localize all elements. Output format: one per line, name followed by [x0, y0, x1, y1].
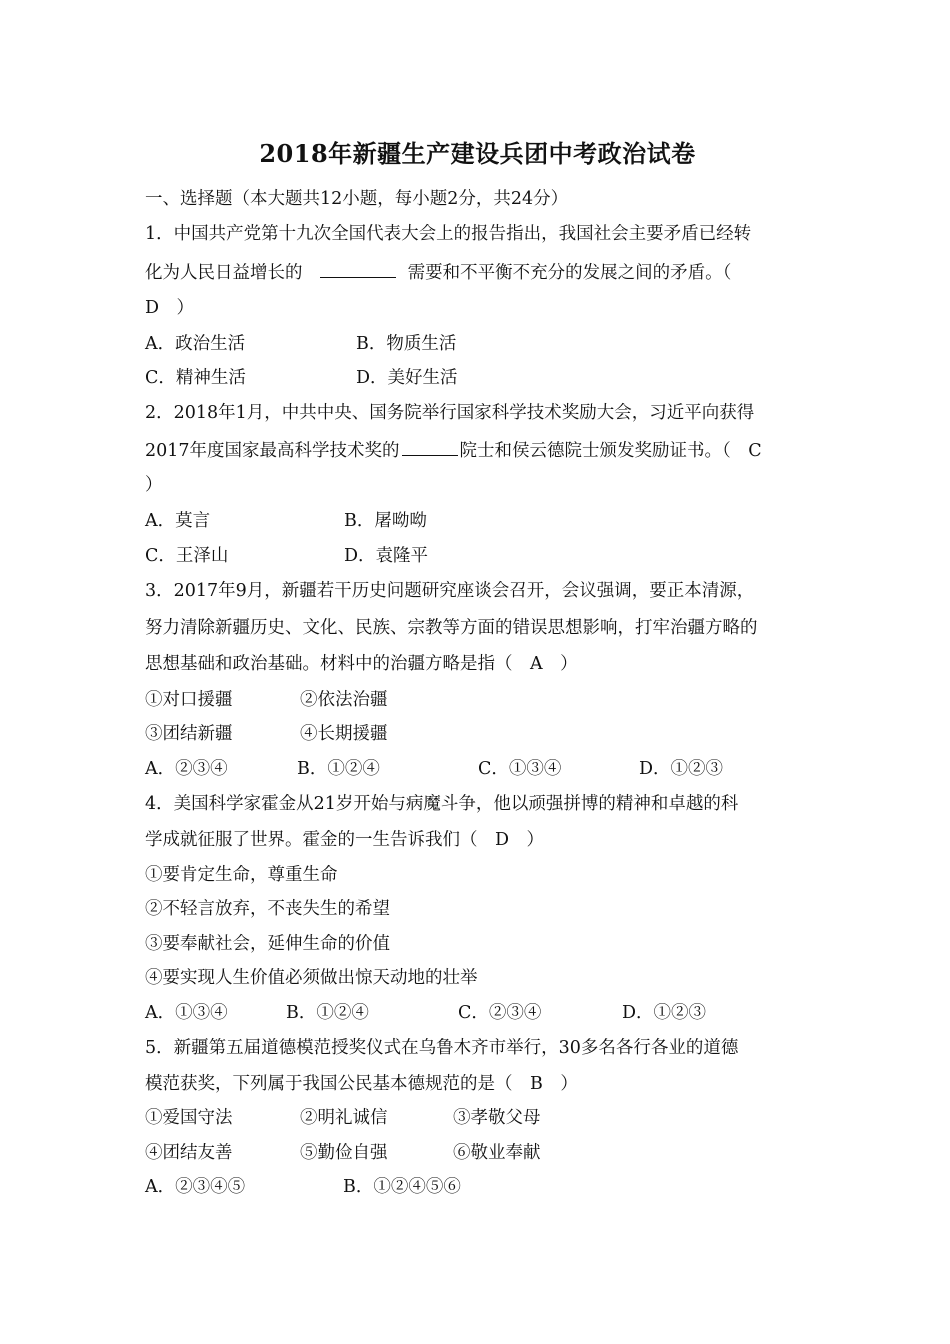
q3-item-2: ②依法治疆	[300, 690, 388, 710]
q5-item-3: ③孝敬父母	[453, 1108, 541, 1128]
q4-option-a: A．①③④	[145, 1003, 228, 1023]
q3-item-4: ④长期援疆	[300, 724, 388, 744]
q3-item-1: ①对口援疆	[145, 690, 233, 710]
q3-option-b: B．①②④	[297, 759, 380, 779]
q2-stem-part2: 院士和侯云德院士颁发奖励证书。（ C	[459, 441, 762, 461]
q4-item-3: ③要奉献社会，延伸生命的价值	[145, 934, 390, 954]
section-heading: 一、选择题（本大题共12小题，每小题2分，共24分）	[145, 189, 569, 209]
q4-stem-line1: 4．美国科学家霍金从21岁开始与病魔斗争，他以顽强拼博的精神和卓越的科	[145, 794, 739, 814]
q5-item-5: ⑤勤俭自强	[300, 1143, 388, 1163]
q3-stem-line3: 思想基础和政治基础。材料中的治疆方略是指（ A ）	[145, 654, 578, 674]
q5-item-2: ②明礼诚信	[300, 1108, 388, 1128]
q1-option-d: D．美好生活	[356, 368, 458, 388]
q5-item-1: ①爱国守法	[145, 1108, 233, 1128]
q1-stem-part2: 需要和不平衡不充分的发展之间的矛盾。（	[407, 263, 732, 283]
q2-stem-part1: 2017年度国家最高科学技术奖的	[145, 441, 400, 461]
q4-option-c: C．②③④	[458, 1003, 542, 1023]
q4-stem-line2: 学成就征服了世界。霍金的一生告诉我们（ D ）	[145, 830, 545, 850]
q1-answer: D ）	[145, 298, 195, 318]
q1-option-a: A．政治生活	[145, 334, 246, 354]
q4-item-1: ①要肯定生命，尊重生命	[145, 865, 338, 885]
q3-stem-line1: 3．2017年9月，新疆若干历史问题研究座谈会召开，会议强调，要正本清源，	[145, 581, 755, 601]
q3-option-a: A．②③④	[145, 759, 228, 779]
q3-option-c: C．①③④	[478, 759, 562, 779]
q2-option-d: D．袁隆平	[344, 546, 429, 566]
q3-option-d: D．①②③	[639, 759, 724, 779]
q5-item-6: ⑥敬业奉献	[453, 1143, 541, 1163]
q2-answer-close: ）	[145, 475, 163, 495]
page-title: 2018年新疆生产建设兵团中考政治试卷	[259, 139, 696, 168]
q5-option-a: A．②③④⑤	[145, 1177, 246, 1197]
q2-stem-line1: 2．2018年1月，中共中央、国务院举行国家科学技术奖励大会，习近平向获得	[145, 403, 755, 423]
q1-stem-line1: 1．中国共产党第十九次全国代表大会上的报告指出，我国社会主要矛盾已经转	[145, 224, 752, 244]
q1-answer-blank	[320, 261, 396, 278]
q3-stem-line2: 努力清除新疆历史、文化、民族、宗教等方面的错误思想影响，打牢治疆方略的	[145, 618, 758, 638]
q2-option-b: B．屠呦呦	[344, 511, 427, 531]
q5-item-4: ④团结友善	[145, 1143, 233, 1163]
q2-stem-line2	[145, 439, 762, 462]
q2-option-a: A．莫言	[145, 511, 211, 531]
q2-answer-blank	[402, 439, 458, 456]
q4-item-2: ②不轻言放弃，不丧失生的希望	[145, 899, 390, 919]
q1-option-c: C．精神生活	[145, 368, 246, 388]
q4-option-b: B．①②④	[286, 1003, 369, 1023]
q4-item-4: ④要实现人生价值必须做出惊天动地的壮举	[145, 968, 478, 988]
q3-item-3: ③团结新疆	[145, 724, 233, 744]
q1-stem-part1: 化为人民日益增长的	[145, 263, 303, 283]
q1-stem-line2	[145, 261, 731, 284]
q5-option-b: B．①②④⑤⑥	[343, 1177, 461, 1197]
q5-stem-line2: 模范获奖，下列属于我国公民基本德规范的是（ B ）	[145, 1074, 578, 1094]
q2-option-c: C．王泽山	[145, 546, 229, 566]
q1-option-b: B．物质生活	[356, 334, 457, 354]
q5-stem-line1: 5．新疆第五届道德模范授奖仪式在乌鲁木齐市举行，30多名各行各业的道德	[145, 1038, 739, 1058]
q4-option-d: D．①②③	[622, 1003, 707, 1023]
